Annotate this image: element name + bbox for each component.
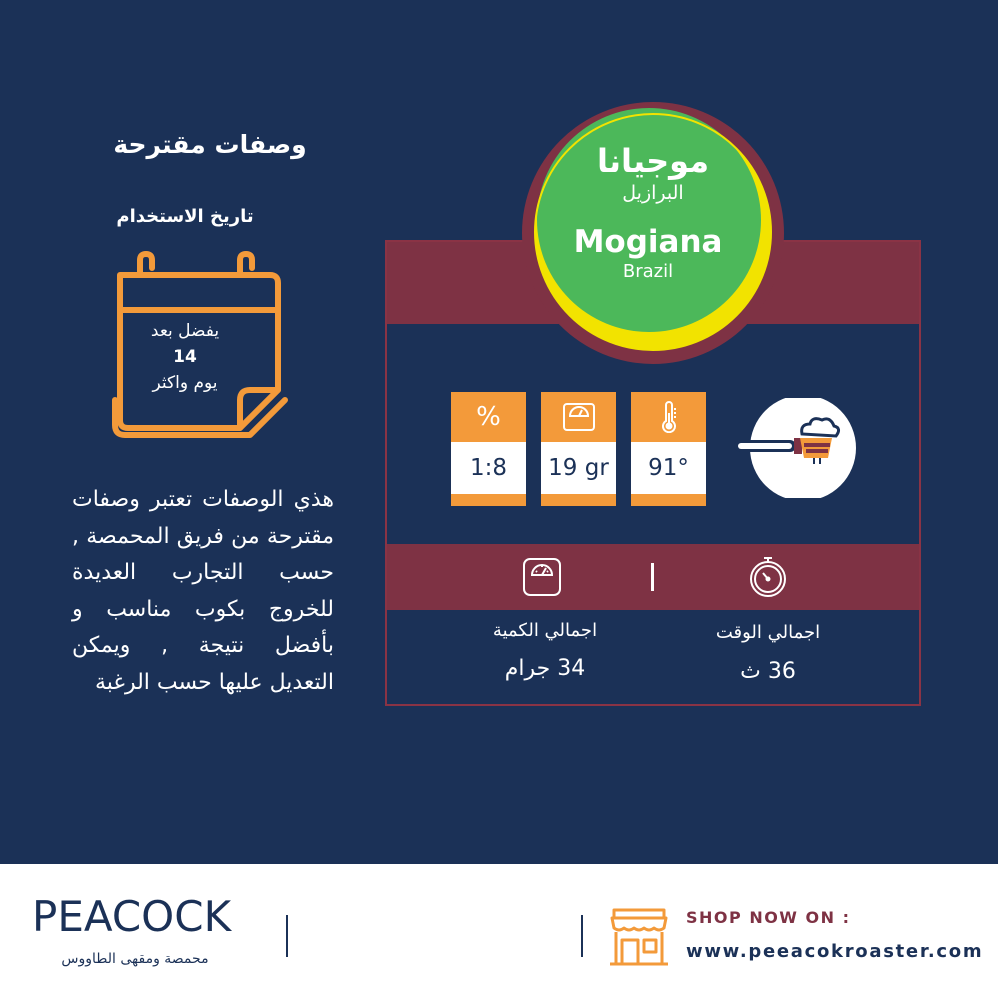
coffee-country-en: Brazil xyxy=(622,261,674,282)
metrics-divider xyxy=(651,563,654,591)
ratio-footer xyxy=(451,494,526,506)
usage-date-label: تاريخ الاستخدام xyxy=(116,206,254,227)
temperature-value: 91° xyxy=(648,455,689,481)
espresso-machine-icon xyxy=(730,398,856,498)
scale-icon xyxy=(541,392,616,442)
stopwatch-icon xyxy=(746,555,790,599)
footer-divider-right xyxy=(581,915,583,957)
dose-value: 19 gr xyxy=(548,455,609,481)
percent-icon: % xyxy=(451,392,526,442)
temperature-footer xyxy=(631,494,706,506)
dose-box xyxy=(541,392,616,506)
recipes-title: وصفات مقترحة xyxy=(113,130,307,159)
thermometer-icon xyxy=(631,392,706,442)
total-quantity-value: 34 جرام xyxy=(504,656,586,681)
calendar-text xyxy=(110,318,260,396)
total-time-value: 36 ث xyxy=(740,659,796,684)
total-time-label: اجمالي الوقت xyxy=(715,622,821,643)
shop-url-link[interactable]: www.peeacokroaster.com xyxy=(686,941,984,962)
coffee-country-ar: البرازيل xyxy=(622,182,684,204)
coffee-name-en: Mogiana xyxy=(573,224,723,260)
shop-icon xyxy=(608,906,670,968)
calendar-line1: يفضل بعد xyxy=(150,321,220,341)
coffee-name-ar: موجيانا xyxy=(596,142,710,180)
total-quantity-label: اجمالي الكمية xyxy=(492,620,598,641)
peacock-logo: PEACOCK xyxy=(32,892,232,941)
dose-footer xyxy=(541,494,616,506)
recipe-description: هذي الوصفات تعتبر وصفات مقترحة من فريق المحمصة , حسب التجارب العديدة للخروج بكوب مناسب و بأفضل نتيجة , ويمكن التعديل عليها حسب الرغبة xyxy=(72,487,334,695)
shop-now-label: SHOP NOW ON : xyxy=(686,908,851,927)
ratio-value: 1:8 xyxy=(469,455,507,481)
temperature-box xyxy=(631,392,706,506)
logo-subtitle: محمصة ومقهى الطاووس xyxy=(61,951,209,967)
scale-icon xyxy=(520,555,564,599)
calendar-line3: يوم واكثر xyxy=(152,373,218,393)
footer-divider-left xyxy=(286,915,288,957)
calendar-days: 14 xyxy=(173,347,197,367)
ratio-box xyxy=(451,392,526,506)
